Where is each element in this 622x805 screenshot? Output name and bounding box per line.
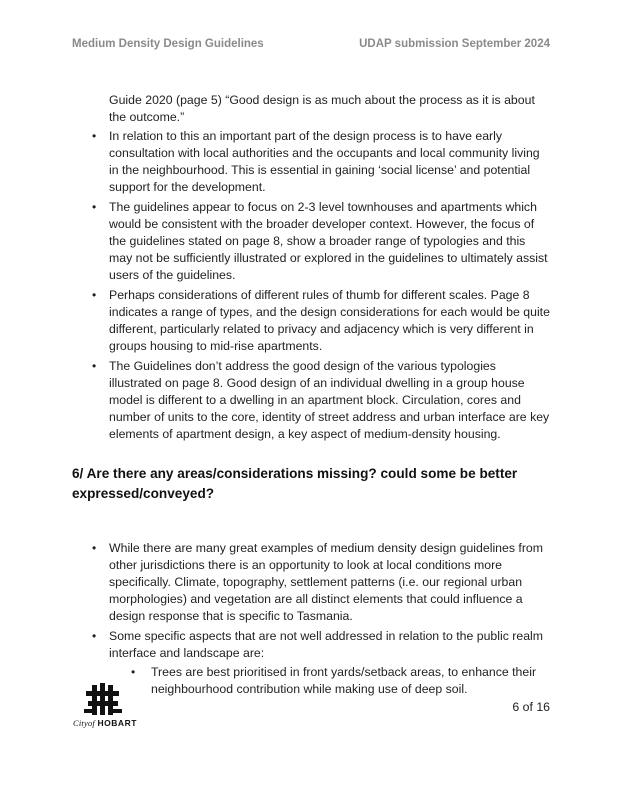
sub-bullet-list bbox=[109, 664, 550, 698]
spacer bbox=[72, 504, 550, 540]
list-item-text: While there are many great examples of medium density design guidelines from other jurisdictions there is an opportunity to look at local conditions more specifically. Climate, topography, settlement patterns (i.e. our regional urban morphologies) and vegetation are all distinct elements that could influence a design response that is specific to Tasmania. bbox=[109, 541, 544, 623]
list-item-text: The Guidelines don’t address the good design of the various typologies illustrated on page 8. Good design of an individual dwelling in a group house model is different to a dwelling in an apartment block. Circulation, cores and number of units to the core, identity of street address and urban interface are key elements of apartment design, a key aspect of medium-density housing. bbox=[109, 359, 550, 441]
bullet-icon: • bbox=[92, 129, 97, 143]
page-header bbox=[72, 38, 550, 56]
list-item bbox=[72, 128, 550, 196]
section-heading: 6/ Are there any areas/considerations missing? could some be better expressed/conveyed? bbox=[72, 466, 518, 501]
list-item-text: Perhaps considerations of different rules of thumb for different scales. Page 8 indicates a range of types, and the design considerations for each would be quite different, particularly related to privacy and adjacency which is very different in groups housing to mid-rise apartments. bbox=[109, 288, 550, 353]
page-number bbox=[512, 700, 550, 714]
section-heading-wrap bbox=[72, 464, 550, 504]
continuation-paragraph: Guide 2020 (page 5) “Good design is as much about the process as it is about the outcome.” bbox=[109, 93, 535, 124]
bullet-icon: • bbox=[92, 200, 97, 214]
bullet-icon: • bbox=[92, 288, 97, 302]
list-item bbox=[72, 540, 550, 625]
bullet-icon: • bbox=[92, 541, 97, 555]
sub-list-item bbox=[109, 664, 550, 698]
list-item-text: Some specific aspects that are not well addressed in relation to the public realm interface and landscape are: bbox=[109, 629, 544, 660]
list-item-text: The guidelines appear to focus on 2-3 level townhouses and apartments which would be consistent with the broader developer context. However, the focus of the guidelines stated on page 8, show a broader range of typologies and this may not be sufficiently illustrated or explored in the guidelines to ultimately assist users of the guidelines. bbox=[109, 200, 548, 282]
page-total: 16 bbox=[536, 700, 550, 714]
sub-list-item-text: Trees are best prioritised in front yards/setback areas, to enhance their neighbourhood contribution while making use of deep soil. bbox=[151, 665, 537, 696]
document-body bbox=[72, 92, 550, 701]
logo-word-of: of bbox=[87, 718, 95, 728]
bullet-icon: • bbox=[92, 359, 97, 373]
bullet-icon: • bbox=[92, 629, 97, 643]
list-item bbox=[72, 287, 550, 355]
bullet-icon: • bbox=[131, 665, 136, 679]
list-item bbox=[72, 199, 550, 284]
logo-word-hobart: HOBART bbox=[97, 718, 137, 728]
header-submission: UDAP submission September 2024 bbox=[359, 38, 550, 50]
page-current: 6 bbox=[512, 700, 520, 714]
list-item-text: In relation to this an important part of the design process is to have early consultation with local authorities and the occupants and local community living in the neighbourhood. This is essential in gaining ‘social license’ and potential support for the development. bbox=[109, 129, 540, 194]
header-title: Medium Density Design Guidelines bbox=[72, 38, 264, 50]
bullet-list-2 bbox=[72, 540, 550, 698]
logo-wordmark bbox=[73, 718, 137, 728]
list-item bbox=[72, 358, 550, 443]
list-item bbox=[72, 628, 550, 698]
page-of-label: of bbox=[522, 700, 533, 714]
bullet-list bbox=[72, 128, 550, 443]
logo-word-city: City bbox=[73, 718, 88, 728]
